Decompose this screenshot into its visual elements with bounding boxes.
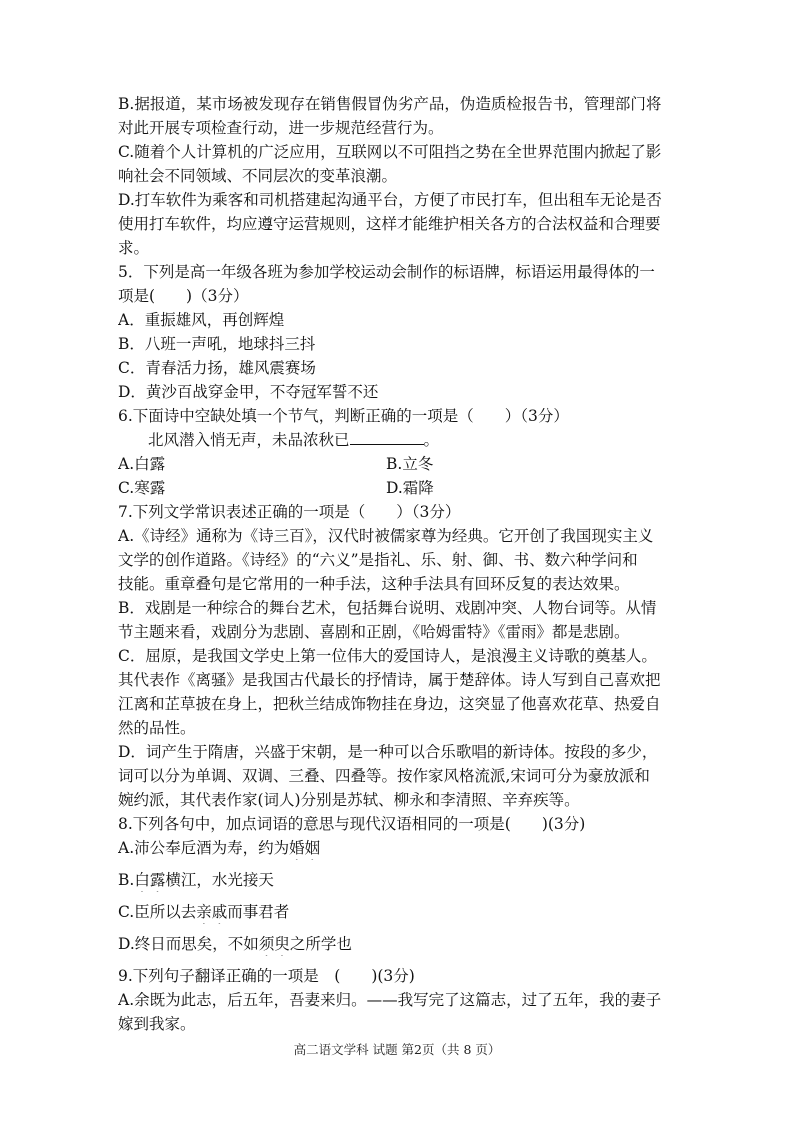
q8-option-d-dotted-word: 须臾 — [258, 935, 290, 953]
q8-option-a-dotted-word: 婚姻 — [289, 839, 321, 857]
q5-stem-line1: 5．下列是高一年级各班为参加学校运动会制作的标语牌，标语运用最得体的一 — [118, 263, 655, 281]
q4-option-d-line2: 使用打车软件，均应遵守运营规则，这样才能维护相关各方的合法权益和合理要 — [118, 215, 661, 233]
q8-option-c-dotted-word: 亲戚 — [196, 903, 228, 921]
q4-option-d-line3: 求。 — [118, 239, 150, 257]
q6-poem-after: 。 — [423, 431, 440, 449]
q7-option-c-line4: 然的品性。 — [118, 719, 196, 737]
q8-option-b-text: 横江，水光接天 — [165, 871, 274, 889]
q7-option-d-line1: D．词产生于隋唐，兴盛于宋朝，是一种可以合乐歌唱的新诗体。按段的多少， — [118, 743, 658, 761]
q6-answer-blank — [350, 429, 424, 445]
q6-option-d: D.霜降 — [386, 479, 434, 497]
q8-option-b — [118, 868, 686, 892]
q5-stem-line2: 项是( )（3分） — [118, 287, 249, 305]
page-content — [118, 92, 686, 1036]
q8-option-a-text: A.沛公奉卮酒为寿，约为 — [118, 839, 290, 857]
q4-option-b-line2: 对此开展专项检查行动，进一步规范经营行为。 — [118, 119, 444, 137]
q8-option-c — [118, 900, 686, 924]
q6-option-a: A.白露 — [118, 455, 166, 473]
q4-option-c-line2: 响社会不同领域、不同层次的变革浪潮。 — [118, 167, 398, 185]
q4-option-b-line1: B.据报道，某市场被发现存在销售假冒伪劣产品，伪造质检报告书，管理部门将 — [118, 95, 662, 113]
q6-poem-before: 北风潜入悄无声，未品浓秋已 — [148, 431, 350, 449]
q5-option-b: B．八班一声吼，地球抖三抖 — [118, 335, 316, 353]
q7-option-a-line1: A.《诗经》通称为《诗三百》，汉代时被儒家尊为经典。它开创了我国现实主义 — [118, 527, 654, 545]
q8-option-d-tail: 之所学也 — [289, 935, 352, 953]
q6-options-row1 — [118, 452, 686, 476]
q5-option-d: D．黄沙百战穿金甲，不夺冠军誓不还 — [118, 383, 379, 401]
q9-option-a-line1: A.余既为此志，后五年，吾妻来归。——我写完了这篇志，过了五年，我的妻子 — [118, 991, 662, 1009]
q7-option-c-line3: 江离和芷草披在身上，把秋兰结成饰物挂在身边，这突显了他喜欢花草、热爱自 — [118, 695, 661, 713]
q7-option-d-line2: 词可以分为单调、双调、三叠、四叠等。按作家风格流派,宋词可分为豪放派和 — [118, 767, 650, 785]
q6-options-row2 — [118, 476, 686, 500]
page-footer: 高二语文学科 试题 第2页（共 8 页） — [293, 1042, 501, 1057]
q8-option-b-label: B. — [118, 871, 135, 889]
q6-stem: 6.下面诗中空缺处填一个节气，判断正确的一项是（ ）（3分） — [118, 407, 569, 425]
q8-option-d-text: D.终日而思矣，不如 — [118, 935, 259, 953]
q7-option-b-line1: B．戏剧是一种综合的舞台艺术，包括舞台说明、戏剧冲突、人物台词等。从情 — [118, 599, 657, 617]
q5-option-c: C．青春活力扬，雄风震赛场 — [118, 359, 316, 377]
q8-option-c-tail: 而事君者 — [227, 903, 290, 921]
q8-option-a — [118, 836, 686, 860]
q7-option-c-line2: 其代表作《离骚》是我国古代最长的抒情诗，属于楚辞体。诗人写到自己喜欢把 — [118, 671, 661, 689]
q6-option-c: C.寒露 — [118, 479, 166, 497]
q5-option-a: A．重振雄风，再创辉煌 — [118, 311, 285, 329]
q4-option-d-line1: D.打车软件为乘客和司机搭建起沟通平台，方便了市民打车，但出租车无论是否 — [118, 191, 662, 209]
q7-option-b-line2: 节主题来看，戏剧分为悲剧、喜剧和正剧，《哈姆雷特》《雷雨》都是悲剧。 — [118, 623, 630, 641]
q8-option-b-dotted-word: 白露 — [134, 871, 166, 889]
q6-option-b: B.立冬 — [386, 455, 434, 473]
q7-option-c-line1: C．屈原，是我国文学史上第一位伟大的爱国诗人，是浪漫主义诗歌的奠基人。 — [118, 647, 657, 665]
q7-option-a-line3: 技能。重章叠句是它常用的一种手法，这种手法具有回环反复的表达效果。 — [118, 575, 630, 593]
q7-option-a-line2: 文学的创作道路。《诗经》的“六义”是指礼、乐、射、御、书、数六种学问和 — [118, 551, 638, 569]
q7-option-d-line3: 婉约派，其代表作家(词人)分别是苏轼、柳永和李清照、辛弃疾等。 — [118, 791, 580, 809]
q7-stem: 7.下列文学常识表述正确的一项是（ ）（3分） — [118, 503, 461, 521]
q9-option-a-line2: 嫁到我家。 — [118, 1015, 196, 1033]
q4-option-c-line1: C.随着个人计算机的广泛应用，互联网以不可阻挡之势在全世界范围内掀起了影 — [118, 143, 662, 161]
q8-stem: 8.下列各句中，加点词语的意思与现代汉语相同的一项是( )(3分) — [118, 815, 586, 833]
q6-poem — [118, 428, 686, 452]
q8-option-d — [118, 932, 686, 956]
q9-stem: 9.下列句子翻译正确的一项是 ( )(3分) — [118, 967, 415, 985]
q8-option-c-text: C.臣所以去 — [118, 903, 197, 921]
